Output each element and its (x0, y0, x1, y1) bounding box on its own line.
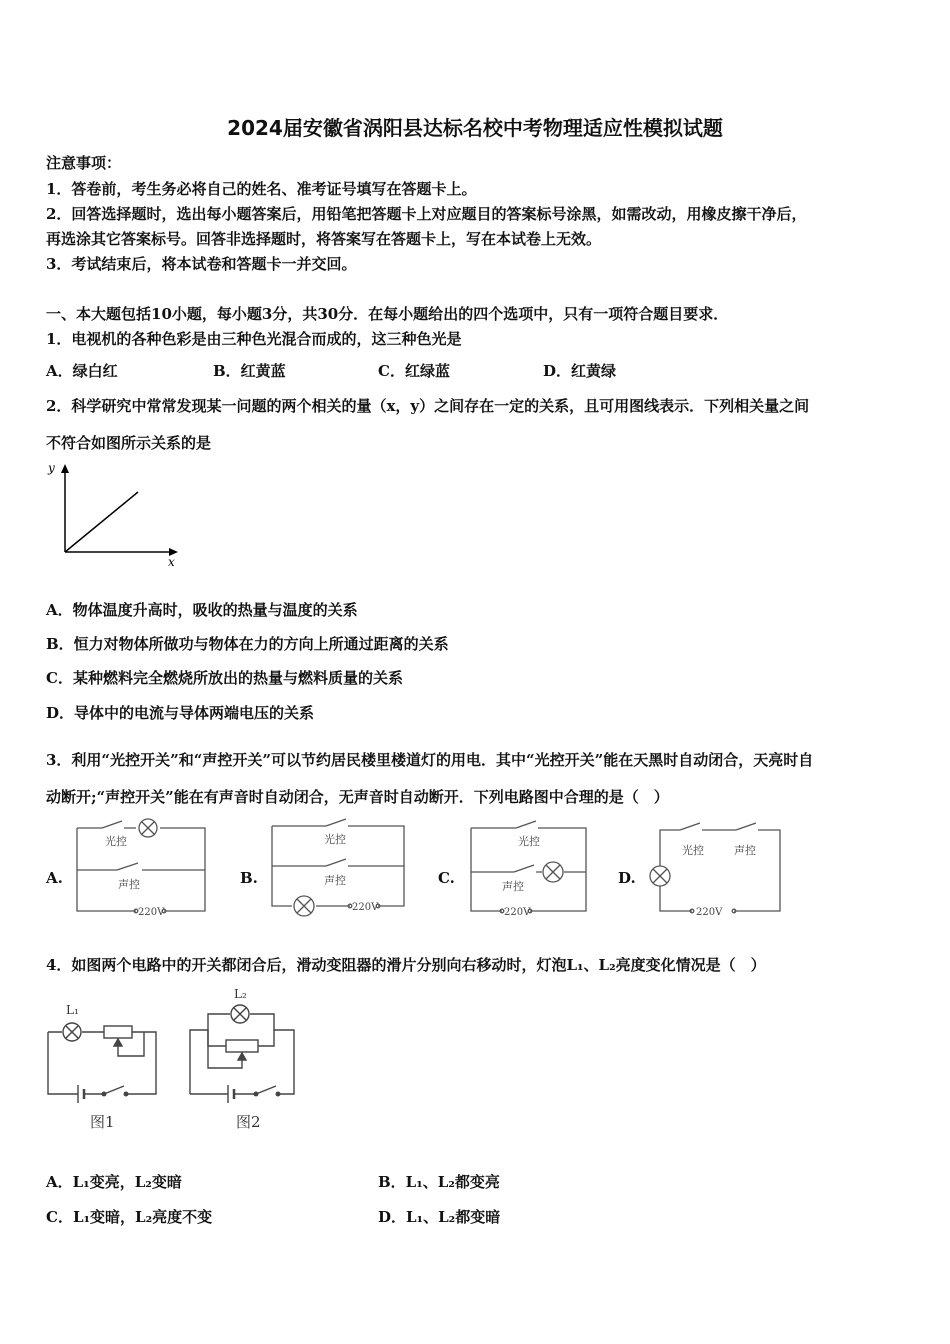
light-switch-label: 光控 (682, 844, 704, 857)
x-axis-label: x (168, 555, 175, 569)
notice-line-4: 3．考试结束后，将本试卷和答题卡一并交回。 (46, 255, 357, 273)
q3-stem-line2: 动断开;“声控开关”能在有声音时自动闭合，无声音时自动断开．下列电路图中合理的是（ ） (46, 788, 669, 806)
q2-stem-line1: 2．科学研究中常常发现某一问题的两个相关的量（x，y）之间存在一定的关系，且可用图线表示．下列相关量之间 (46, 397, 810, 415)
light-switch-label: 光控 (518, 835, 540, 848)
q4-option-b: B．L₁、L₂都变亮 (378, 1173, 500, 1191)
q4-option-a: A．L₁变亮，L₂变暗 (46, 1173, 182, 1191)
q3-letter-b: B. (240, 869, 258, 887)
sound-switch-label: 声控 (324, 874, 346, 887)
q1-option-a: A．绿白红 (46, 362, 118, 380)
light-switch (326, 819, 346, 826)
q2-stem-line2: 不符合如图所示关系的是 (46, 434, 212, 452)
light-switch-label: 光控 (324, 833, 346, 846)
sound-switch (117, 863, 138, 870)
q1-stem: 1．电视机的各种色彩是由三种色光混合而成的，这三种色光是 (46, 330, 462, 348)
section-heading: 一、本大题包括10小题，每小题3分，共30分．在每小题给出的四个选项中，只有一项符合题目要求． (46, 305, 729, 323)
fig2-switch (256, 1086, 276, 1094)
q3-letter-a: A. (46, 869, 63, 887)
q3-circuit-b (268, 818, 408, 920)
q3-stem-line1: 3．利用“光控开关”和“声控开关”可以节约居民楼里楼道灯的用电．其中“光控开关”能在天黑时自动闭合，天亮时自 (46, 751, 814, 769)
fig1-wires (48, 1032, 156, 1094)
q2-option-d: D．导体中的电流与导体两端电压的关系 (46, 704, 315, 722)
q3-circuit-d (648, 818, 786, 920)
q3-circuit-a (72, 818, 210, 920)
light-switch (102, 821, 122, 828)
q3-letter-c: C. (438, 869, 455, 887)
sound-switch-label: 声控 (734, 844, 756, 857)
fig2-rheostat (226, 1040, 258, 1052)
q2-option-a: A．物体温度升高时，吸收的热量与温度的关系 (46, 601, 358, 619)
page-title: 2024届安徽省涡阳县达标名校中考物理适应性模拟试题 (227, 116, 723, 140)
sound-switch-label: 声控 (118, 878, 140, 891)
notice-line-3: 再选涂其它答案标号。回答非选择题时，将答案写在答题卡上，写在本试卷上无效。 (46, 230, 602, 248)
fig1-switch (104, 1086, 124, 1094)
fig2-slider-arrow (238, 1053, 246, 1060)
sound-switch (736, 823, 756, 830)
q4-stem: 4．如图两个电路中的开关都闭合后，滑动变阻器的滑片分别向右移动时，灯泡L₁、L₂亮度变化情况是（ ） (46, 956, 766, 974)
q1-option-d: D．红黄绿 (543, 362, 617, 380)
notice-line-1: 1．答卷前，考生务必将自己的姓名、准考证号填写在答题卡上。 (46, 180, 477, 198)
light-switch-label: 光控 (105, 835, 127, 848)
q2-option-c: C．某种燃料完全燃烧所放出的热量与燃料质量的关系 (46, 669, 403, 687)
q1-option-b: B．红黄蓝 (213, 362, 286, 380)
voltage-label: 220V (696, 907, 723, 918)
fig1-slider-arrow (114, 1039, 122, 1046)
q3-circuit-c (468, 818, 590, 920)
notice-line-2: 2．回答选择题时，选出每小题答案后，用铅笔把答题卡上对应题目的答案标号涂黑，如需改动，用橡皮擦干净后， (46, 205, 807, 223)
q3-letter-d: D. (618, 869, 636, 887)
sound-switch-label: 声控 (502, 880, 524, 893)
fig1-caption: 图1 (90, 1113, 115, 1131)
voltage-label: 220V (138, 907, 165, 918)
fig2-lamp-label: L₂ (234, 987, 247, 1001)
light-switch (680, 823, 700, 830)
q4-option-c: C．L₁变暗，L₂亮度不变 (46, 1208, 213, 1226)
light-switch (516, 821, 536, 828)
fig2-caption: 图2 (236, 1113, 261, 1131)
y-axis-label: y (48, 461, 55, 475)
sound-switch (514, 865, 534, 872)
notice-heading: 注意事项： (46, 154, 122, 172)
q2-graph (40, 458, 190, 570)
q1-option-c: C．红绿蓝 (378, 362, 450, 380)
voltage-label: 220V (352, 902, 379, 913)
q4-figures (44, 986, 308, 1134)
y-axis-arrow (61, 464, 69, 473)
fig1-rheostat (104, 1026, 132, 1038)
sound-switch (326, 859, 346, 866)
fig1-lamp-label: L₁ (66, 1003, 79, 1017)
graph-line (65, 492, 138, 552)
voltage-label: 220V (504, 907, 531, 918)
q2-option-b: B．恒力对物体所做功与物体在力的方向上所通过距离的关系 (46, 635, 449, 653)
q4-option-d: D．L₁、L₂都变暗 (378, 1208, 501, 1226)
